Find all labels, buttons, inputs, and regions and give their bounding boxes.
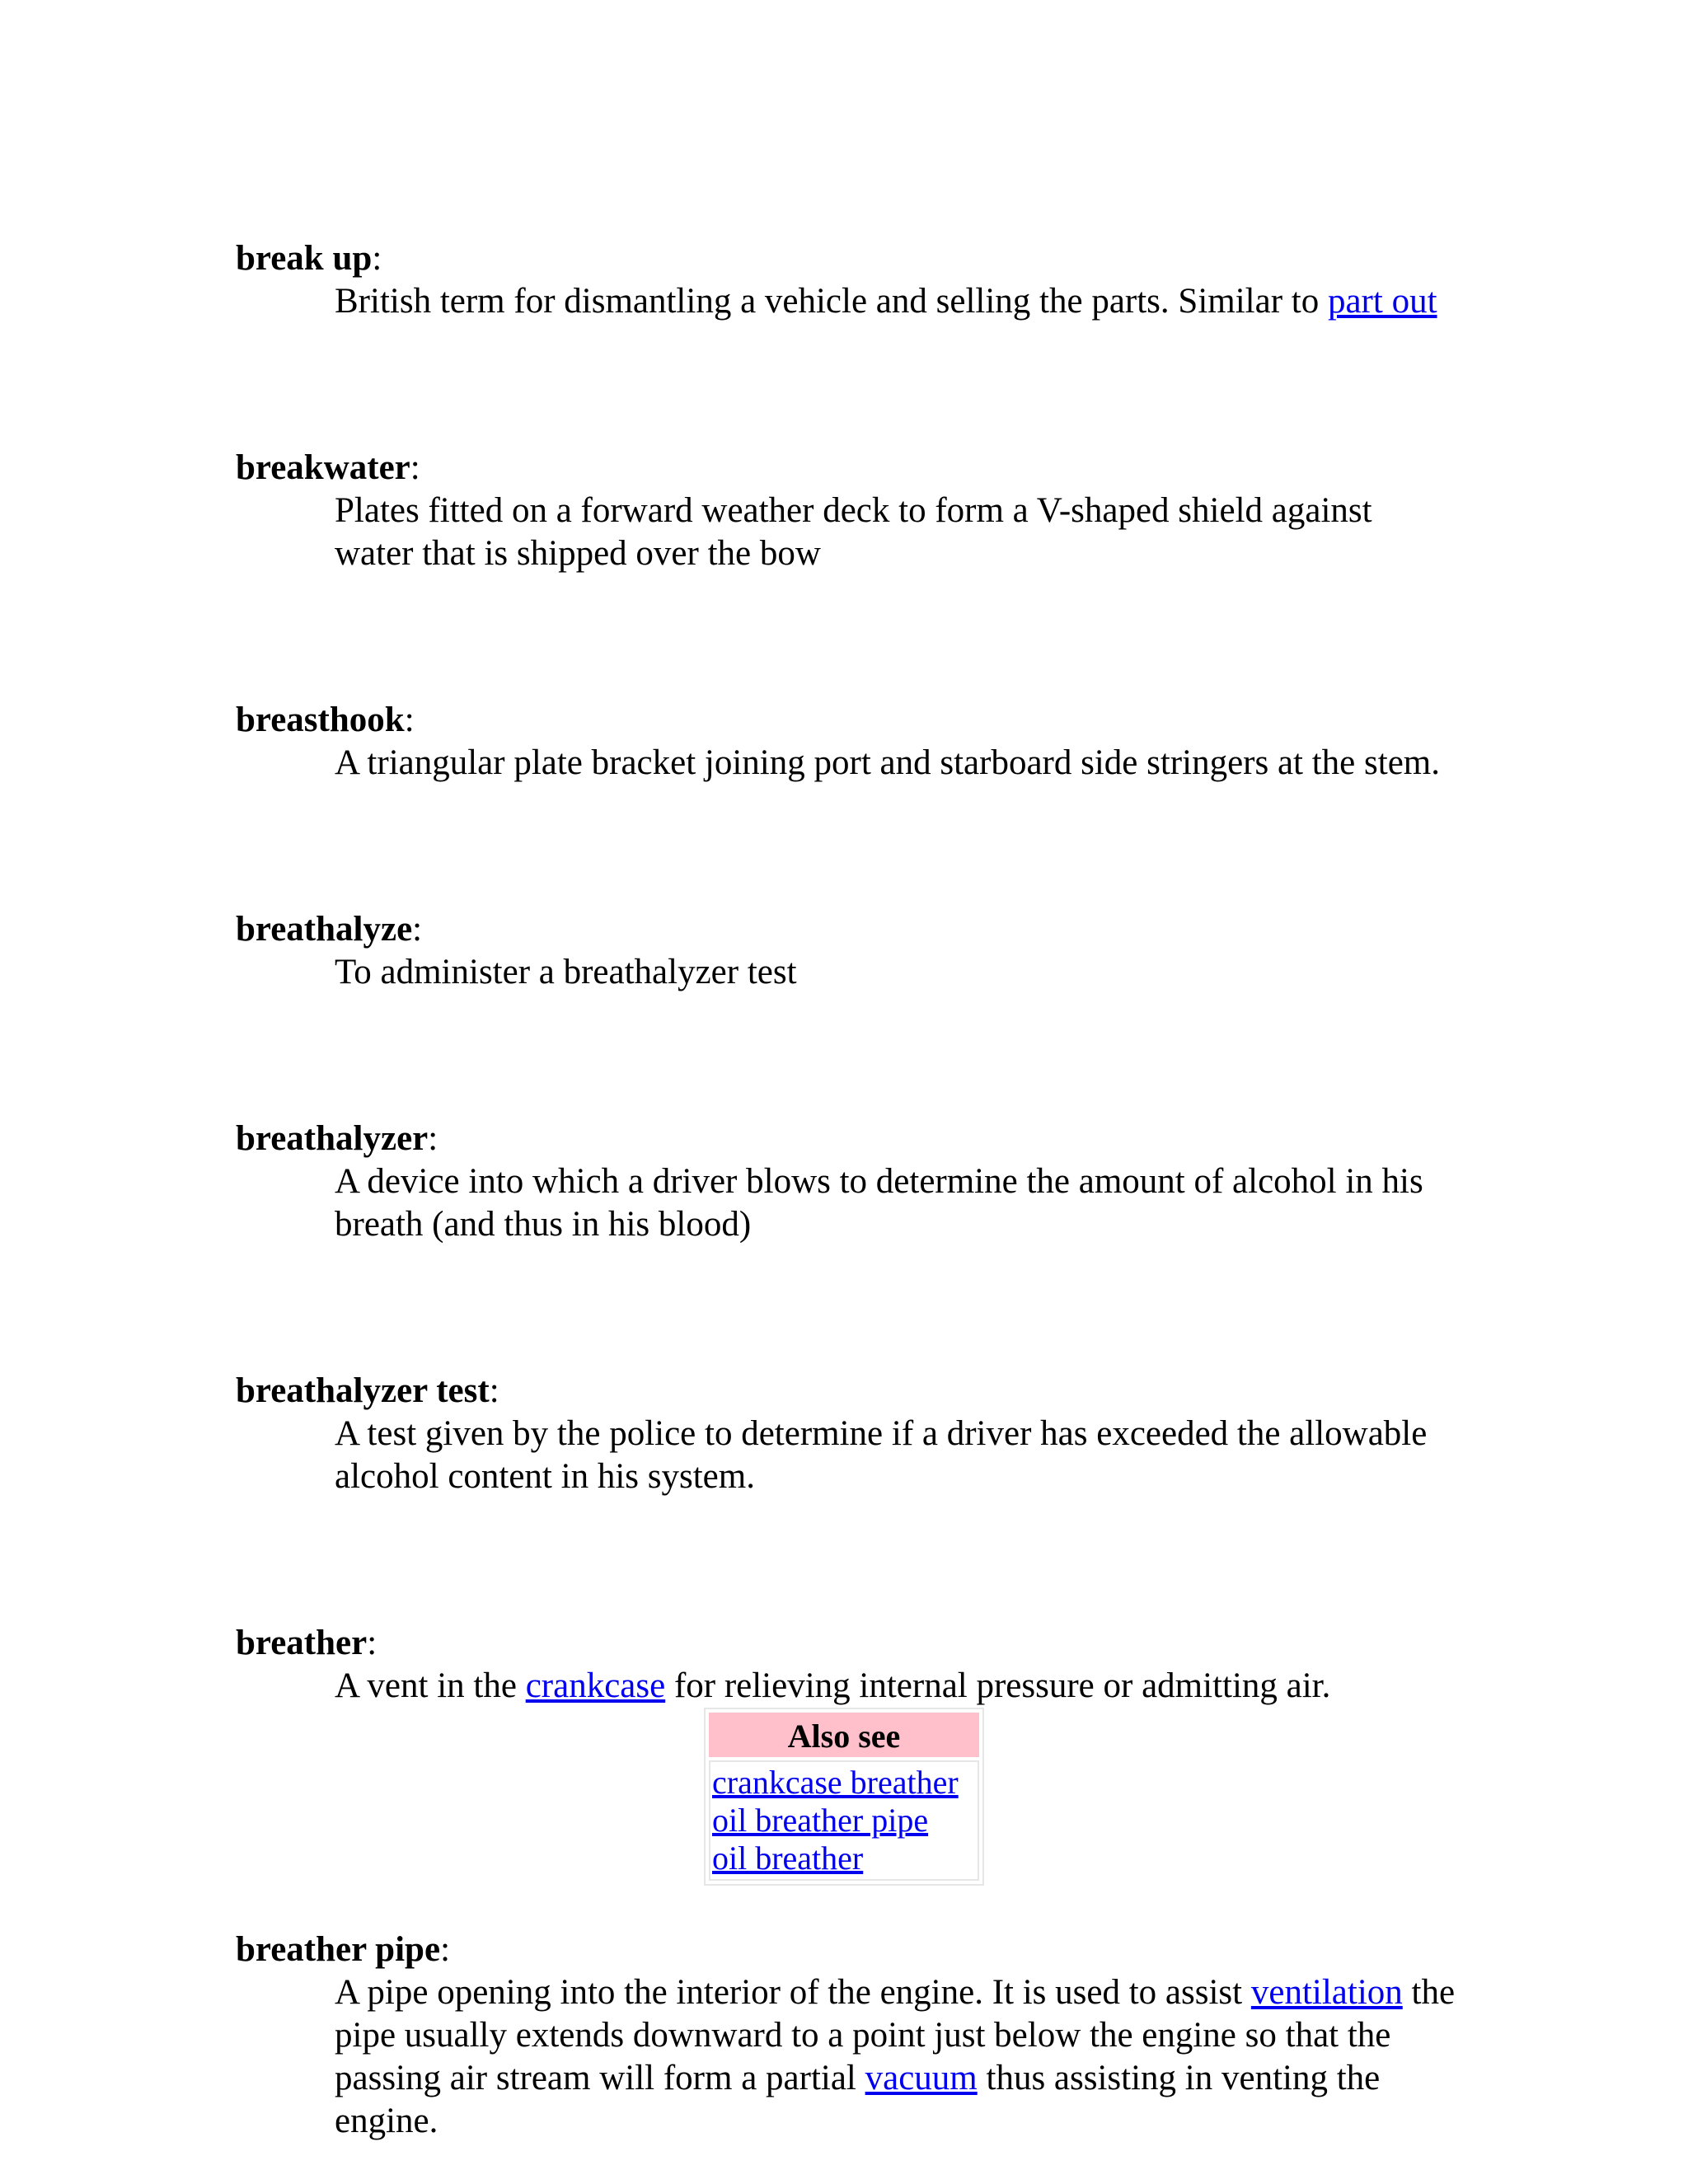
term-colon: : — [428, 1119, 438, 1158]
definition-text: A vent in the — [335, 1666, 526, 1705]
term-colon: : — [372, 239, 382, 278]
entry-breather-pipe — [236, 1929, 1456, 2143]
definition: To administer a breathalyzer test — [335, 953, 797, 991]
term-heading — [236, 1118, 1456, 1160]
term-heading — [236, 1622, 1456, 1665]
definition: A triangular plate bracket joining port and starboard side stringers at the stem. — [335, 743, 1440, 782]
term: breasthook — [236, 701, 405, 739]
link-oil-breather[interactable]: oil breather — [712, 1840, 864, 1877]
definition: A test given by the police to determine if a driver has exceeded the allowable alcohol content in his system. — [335, 1414, 1428, 1496]
term-colon: : — [412, 910, 423, 949]
term: breathalyzer — [236, 1119, 429, 1158]
term: breathalyze — [236, 910, 413, 949]
also-see-links — [709, 1760, 979, 1881]
spacer — [236, 1246, 1456, 1370]
spacer — [236, 994, 1456, 1118]
entry-breathalyzer-test — [236, 1370, 1456, 1498]
term: breather pipe — [236, 1930, 441, 1969]
spacer — [236, 785, 1456, 908]
glossary-page — [236, 237, 1456, 2143]
term-heading — [236, 1370, 1456, 1413]
link-part-out[interactable]: part out — [1327, 282, 1437, 321]
term: breather — [236, 1624, 368, 1662]
definition — [335, 1971, 1456, 2143]
term-colon: : — [367, 1624, 377, 1662]
definition-text: thus assisting in venting the engine. — [335, 2059, 1381, 2140]
link-crankcase-breather[interactable]: crankcase breather — [712, 1764, 959, 1801]
definition: A device into which a driver blows to determine the amount of alcohol in his breath (and thus in his blood) — [335, 1162, 1423, 1244]
definition-text: British term for dismantling a vehicle and selling the parts. Similar to — [335, 282, 1328, 321]
spacer — [236, 1886, 1456, 1929]
spacer — [236, 575, 1456, 699]
term-colon: : — [440, 1930, 451, 1969]
term: break up — [236, 239, 373, 278]
term: breathalyzer test — [236, 1371, 490, 1410]
term-heading — [236, 237, 1456, 280]
term-heading — [236, 699, 1456, 742]
spacer — [236, 1498, 1456, 1622]
definition: Plates fitted on a forward weather deck to form a V-shaped shield against water that is shipped over the bow — [335, 491, 1372, 573]
link-vacuum[interactable]: vacuum — [865, 2059, 978, 2097]
also-see-header: Also see — [709, 1713, 979, 1757]
link-ventilation[interactable]: ventilation — [1250, 1973, 1403, 2012]
term-colon: : — [489, 1371, 499, 1410]
entry-breathalyzer — [236, 1118, 1456, 1246]
definition-text: the pipe usually extends downward to a point just below the engine so that the passing air stream will form a partial — [335, 1973, 1456, 2097]
entry-breasthook — [236, 699, 1456, 785]
definition — [335, 1665, 1456, 1708]
term-heading — [236, 1929, 1456, 1971]
definition-text: A pipe opening into the interior of the engine. It is used to assist — [335, 1973, 1251, 2012]
entry-break-up — [236, 237, 1456, 323]
entry-breathalyze — [236, 908, 1456, 994]
spacer — [236, 323, 1456, 447]
definition-text: for relieving internal pressure or admitting air. — [665, 1666, 1331, 1705]
entry-breakwater — [236, 447, 1456, 575]
term-heading — [236, 447, 1456, 490]
also-see-box — [704, 1708, 1456, 1886]
term: breakwater — [236, 448, 410, 487]
link-oil-breather-pipe[interactable]: oil breather pipe — [712, 1802, 929, 1839]
term-colon: : — [404, 701, 415, 739]
term-colon: : — [410, 448, 420, 487]
also-see-table — [704, 1708, 984, 1886]
link-crankcase[interactable]: crankcase — [525, 1666, 666, 1705]
entry-breather — [236, 1622, 1456, 1886]
definition — [335, 280, 1456, 323]
term-heading — [236, 908, 1456, 951]
